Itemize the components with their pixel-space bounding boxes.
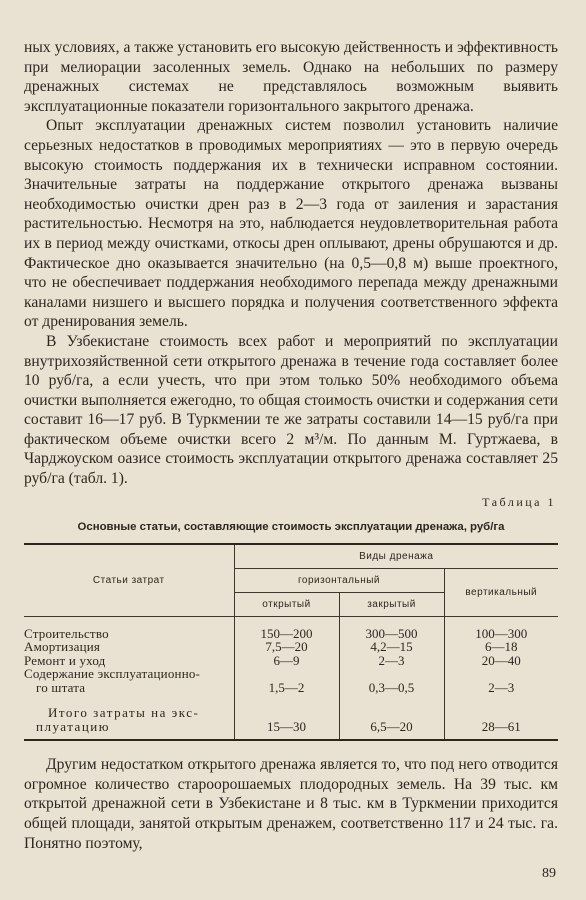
cell-open: 7,5—20 (234, 640, 339, 654)
header-horizontal: горизонтальный (234, 568, 444, 592)
total-open: 15—30 (234, 702, 339, 739)
cell-vertical: 6—18 (444, 640, 558, 654)
table-total-row (24, 702, 558, 739)
page-number: 89 (542, 866, 556, 881)
cell-closed: 0,3—0,5 (339, 681, 444, 695)
paragraph-2: Опыт эксплуатации дренажных систем позволил установить наличие серьезных недостатков в проводимых мероприятиях — это в первую очередь высокую стоимость поддержания их в технически исправном состоянии. Значительные затраты на поддержание открытого дренажа вызваны необходимостью очистки дрен раз в 2—3 года от заиления и зарастания растительностью. Несмотря на это, наблюдается неудовлетворительная работа их в период между очистками, откосы дрен оплывают, дрены обрушаются и др. Фактическое дно оказывается значительно (на 0,5—0,8 м) выше проектного, что не обеспечивает поддержания необходимого перепада между дренажными каналами низшего и высшего порядка и получения соответственного эффекта от дренирования земель. (24, 117, 558, 331)
header-open: открытый (234, 592, 339, 616)
total-vertical: 28—61 (444, 702, 558, 739)
table-row (24, 616, 558, 640)
row-name: Амортизация (24, 639, 101, 655)
total-label-line2: плуатацию (36, 718, 110, 734)
total-label-line1: Итого затраты на экс- (48, 705, 200, 721)
cost-table (24, 543, 558, 742)
header-vertical: вертикальный (444, 568, 558, 616)
header-drainage-types: Виды дренажа (234, 544, 558, 569)
table-row (24, 667, 558, 681)
header-cost-items: Статьи затрат (24, 544, 234, 617)
row-name: Содержание эксплуатационно- (24, 666, 201, 682)
table-spacer-row (24, 694, 558, 702)
cell-open: 1,5—2 (234, 681, 339, 695)
cell-vertical: 2—3 (444, 681, 558, 695)
table-title: Основные статьи, составляющие стоимость эксплуатации дренажа, руб/га (77, 520, 505, 533)
table-row (24, 681, 558, 695)
table-row (24, 654, 558, 668)
cell-open: 6—9 (234, 654, 339, 668)
table-bottom-rule (24, 739, 558, 740)
paragraph-3: В Узбекистане стоимость всех работ и мероприятий по эксплуатации внутрихозяйственной сети открытого дренажа в течение года составляет более 10 руб/га, а если учесть, что при этом только 50% необходимого объема очистки выполняется ежегодно, то общая стоимость очистки и содержания сети составит 16—17 руб. В Туркмении те же затраты составили 14—15 руб/га при фактическом объеме очистки всего 2 м³/м. По данным М. Гуртжаева, в Чарджоуском оазисе стоимость эксплуатации открытого дренажа составляет 25 руб/га (табл. 1). (24, 332, 558, 488)
header-closed: закрытый (339, 592, 444, 616)
table-row (24, 640, 558, 654)
table-number-label: Таблица 1 (482, 494, 556, 509)
paragraph-1: ных условиях, а также установить его высокую действенность и эффективность при мелиорации засоленных земель. Однако на небольших по размеру дренажных системах не представлялось возможным выявить эксплуатационные показатели горизонтального закрытого дренажа. (24, 39, 558, 115)
cell-vertical: 20—40 (444, 654, 558, 668)
cell-closed: 4,2—15 (339, 640, 444, 654)
cell-closed: 2—3 (339, 654, 444, 668)
cell-closed: 300—500 (339, 616, 444, 640)
closing-paragraph: Другим недостатком открытого дренажа является то, что под него отводится огромное количество староорошаемых плодородных земель. На 39 тыс. км открытой дренажной сети в Узбекистане и 8 тыс. км в Туркмении приходится общей площади, занятой открытым дренажем, соответственно 117 и 24 тыс. га. Понятно поэтому, (24, 756, 558, 852)
row-name: Ремонт и уход (24, 652, 106, 668)
cell-open: 150—200 (234, 616, 339, 640)
row-name-continued (24, 681, 234, 695)
row-name: Строительство (24, 625, 109, 641)
total-closed: 6,5—20 (339, 702, 444, 739)
total-label (24, 702, 234, 739)
cell-vertical: 100—300 (444, 616, 558, 640)
row-name-line2: го штата (36, 679, 86, 695)
